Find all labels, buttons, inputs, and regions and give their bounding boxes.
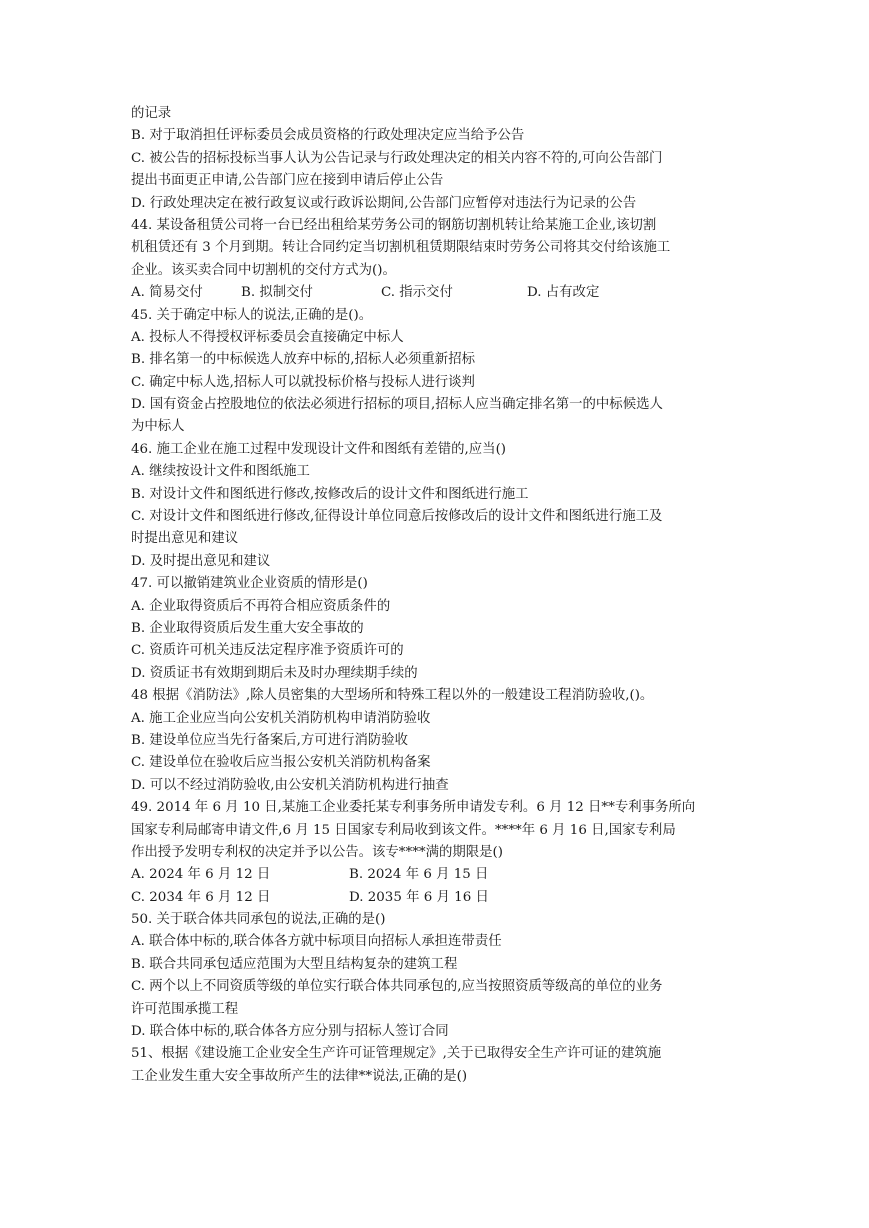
q44-options	[131, 282, 743, 304]
text-line: A. 联合体中标的,联合体各方就中标项目向招标人承担连带责任	[131, 934, 502, 950]
text-line: C. 对设计文件和图纸进行修改,征得设计单位同意后按修改后的设计文件和图纸进行施工及	[131, 509, 663, 525]
text-line: A. 施工企业应当向公安机关消防机构申请消防验收	[131, 710, 431, 726]
q49-option-d: D. 2035 年 6 月 16 日	[349, 889, 489, 905]
q49-options-row-2	[131, 887, 743, 909]
text-line: D. 行政处理决定在被行政复议或行政诉讼期间,公告部门应暂停对违法行为记录的公告	[131, 195, 637, 211]
text-line: 机租赁还有 3 个月到期。转让合同约定当切割机租赁期限结束时劳务公司将其交付给该施工	[131, 240, 671, 256]
text-line: C. 被公告的招标投标当事人认为公告记录与行政处理决定的相关内容不符的,可向公告部门	[131, 150, 663, 166]
text-line: B. 企业取得资质后发生重大安全事故的	[131, 620, 364, 636]
text-line: C. 资质许可机关违反法定程序准予资质许可的	[131, 643, 404, 659]
question-50: 50. 关于联合体共同承包的说法,正确的是()	[131, 912, 386, 928]
text-line: C. 确定中标人选,招标人可以就投标价格与投标人进行谈判	[131, 374, 475, 390]
question-51: 51、根据《建设施工企业安全生产许可证管理规定》,关于已取得安全生产许可证的建筑施	[131, 1046, 662, 1062]
text-line: 许可范围承揽工程	[131, 1001, 239, 1017]
text-line: 的记录	[131, 106, 172, 121]
q49-options-row-1	[131, 864, 743, 886]
question-46: 46. 施工企业在施工过程中发现设计文件和图纸有差错的,应当()	[131, 441, 507, 457]
text-line: B. 建设单位应当先行备案后,方可进行消防验收	[131, 732, 409, 748]
q44-option-a: A. 简易交付	[131, 285, 203, 301]
text-line: 作出授予发明专利权的决定并予以公告。该专****满的期限是()	[131, 844, 503, 860]
text-line: D. 及时提出意见和建议	[131, 553, 271, 569]
text-line: 为中标人	[131, 419, 185, 435]
q44-option-c: C. 指示交付	[381, 285, 453, 301]
q44-option-b: B. 拟制交付	[241, 285, 313, 301]
text-line: A. 企业取得资质后不再符合相应资质条件的	[131, 598, 391, 614]
text-line: B. 对于取消担任评标委员会成员资格的行政处理决定应当给予公告	[131, 128, 525, 144]
q49-option-a: A. 2024 年 6 月 12 日	[131, 867, 271, 883]
text-line: 工企业发生重大安全事故所产生的法律**说法,正确的是()	[131, 1068, 468, 1084]
question-45: 45. 关于确定中标人的说法,正确的是()。	[131, 307, 373, 323]
text-line: D. 资质证书有效期到期后未及时办理续期手续的	[131, 665, 418, 681]
text-line: D. 国有资金占控股地位的依法必须进行招标的项目,招标人应当确定排名第一的中标候选人	[131, 397, 663, 413]
question-49: 49. 2014 年 6 月 10 日,某施工企业委托某专利事务所申请发专利。6 月 12 日**专利事务所向	[131, 800, 696, 816]
text-line: 企业。该买卖合同中切割机的交付方式为()。	[131, 262, 396, 278]
text-line: 提出书面更正申请,公告部门应在接到申请后停止公告	[131, 173, 444, 189]
text-line: D. 可以不经过消防验收,由公安机关消防机构进行抽查	[131, 777, 449, 793]
q49-option-b: B. 2024 年 6 月 15 日	[349, 867, 489, 883]
text-line: B. 排名第一的中标候选人放弃中标的,招标人必须重新招标	[131, 352, 475, 368]
question-47: 47. 可以撤销建筑业企业资质的情形是()	[131, 576, 368, 592]
text-line: 时提出意见和建议	[131, 531, 239, 547]
text-line: C. 建设单位在验收后应当报公安机关消防机构备案	[131, 755, 431, 771]
text-line: A. 投标人不得授权评标委员会直接确定中标人	[131, 329, 404, 345]
text-line: 国家专利局邮寄申请文件,6 月 15 日国家专利局收到该文件。****年 6 月 16 日,国家专利局	[131, 822, 676, 838]
q49-option-c: C. 2034 年 6 月 12 日	[131, 889, 271, 905]
question-48: 48 根据《消防法》,除人员密集的大型场所和特殊工程以外的一般建设工程消防验收,()。	[131, 688, 654, 704]
text-line: B. 联合共同承包适应范围为大型且结构复杂的建筑工程	[131, 956, 458, 972]
document-body	[131, 103, 743, 1088]
text-line: C. 两个以上不同资质等级的单位实行联合体共同承包的,应当按照资质等级高的单位的业务	[131, 979, 663, 995]
q44-option-d: D. 占有改定	[527, 285, 600, 301]
text-line: A. 继续按设计文件和图纸施工	[131, 464, 310, 480]
question-44: 44. 某设备租赁公司将一台已经出租给某劳务公司的钢筋切割机转让给某施工企业,该切割	[131, 217, 657, 233]
text-line: D. 联合体中标的,联合体各方应分别与招标人签订合同	[131, 1024, 449, 1040]
text-line: B. 对设计文件和图纸进行修改,按修改后的设计文件和图纸进行施工	[131, 486, 529, 502]
